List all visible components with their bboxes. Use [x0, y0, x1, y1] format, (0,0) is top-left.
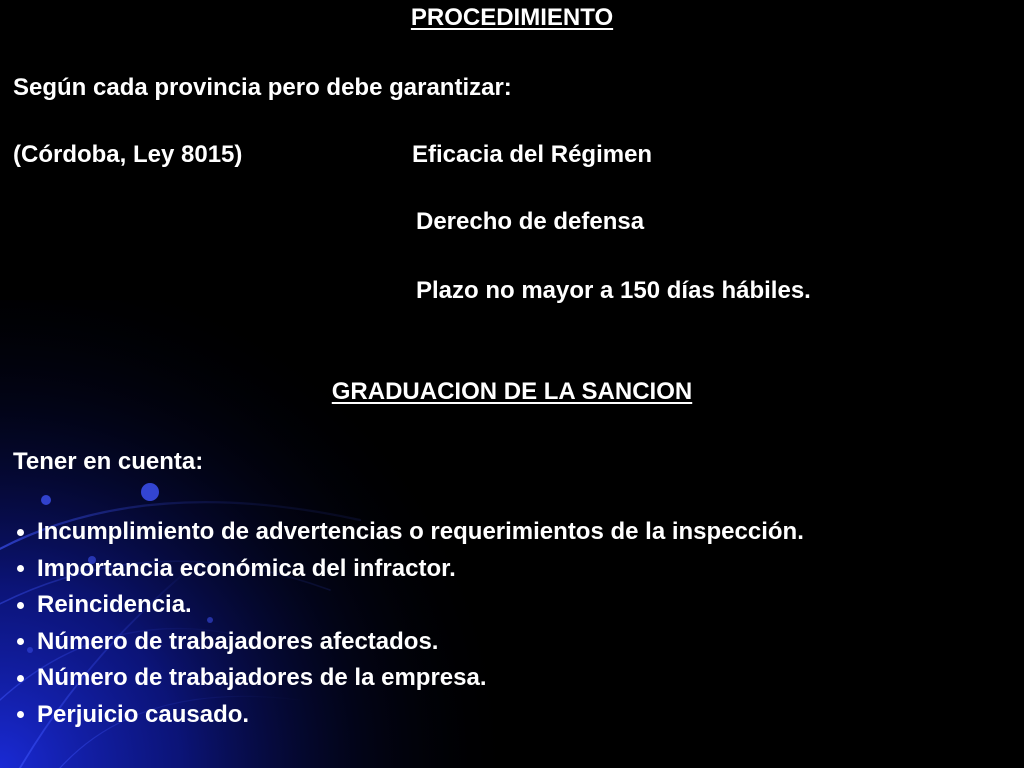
- list-item-text: Reincidencia.: [37, 591, 192, 618]
- graduacion-heading: GRADUACION DE LA SANCION: [331, 378, 693, 405]
- list-item-text: Importancia económica del infractor.: [37, 554, 456, 582]
- list-item-text: Perjuicio causado.: [37, 700, 250, 728]
- bullet-icon: [17, 638, 24, 645]
- bullet-icon: [17, 565, 24, 572]
- list-item: [14, 551, 804, 588]
- list-item: [14, 624, 804, 661]
- procedimiento-intro: Según cada provincia pero debe garantizar:: [13, 74, 512, 101]
- graduacion-bullet-list: [14, 514, 804, 733]
- procedimiento-heading: PROCEDIMIENTO: [410, 4, 614, 31]
- list-item-text: Incumplimiento de advertencias o requerimientos de la inspección.: [37, 518, 804, 545]
- procedimiento-item: Plazo no mayor a 150 días hábiles.: [416, 277, 811, 304]
- procedimiento-item: Eficacia del Régimen: [412, 141, 653, 168]
- list-item-text: Número de trabajadores afectados.: [37, 627, 439, 655]
- list-item: [14, 514, 804, 551]
- bullet-icon: [17, 529, 24, 536]
- bullet-icon: [17, 602, 24, 609]
- bullet-icon: [17, 711, 24, 718]
- list-item: [14, 697, 804, 734]
- list-item: [14, 660, 804, 697]
- list-item-text: Número de trabajadores de la empresa.: [37, 664, 487, 691]
- list-item: [14, 587, 804, 624]
- bullet-icon: [17, 675, 24, 682]
- procedimiento-item: Derecho de defensa: [416, 208, 645, 235]
- procedimiento-source: (Córdoba, Ley 8015): [13, 141, 243, 168]
- graduacion-intro: Tener en cuenta:: [13, 448, 204, 475]
